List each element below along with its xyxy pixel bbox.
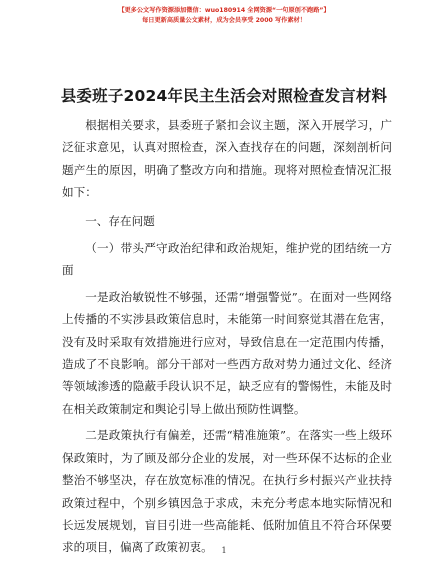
promo-banner [0, 6, 448, 26]
promo-line-2: 每日更新高质量公文素材，成为会员享受 2000 写作素材！ [142, 17, 306, 24]
document-body [62, 114, 392, 559]
subsection-heading: （一）带头严守政治纪律和政治规矩，维护党的团结统一方面 [62, 241, 392, 278]
promo-line-1: 【更多公文写作资源添加微信：wuo180914 全网资源“一句原创不跑路”】 [118, 7, 330, 14]
document-title: 县委班子2024年民主生活会对照检查发言材料 [60, 87, 388, 105]
body-paragraph-2: 二是政策执行有偏差，还需“精准施策”。在落实一些上级环保政策时，为了顾及部分企业的发展，对一些环保不达标的企业整治不够坚决，存在放宽标准的情况。在执行乡村振兴产业扶持政策过程中，个别乡镇因急于求成，未充分考虑本地实际情况和长远发展规划，盲目引进一些高能耗、低附加值且不符合环保要求的项目，偏离了政策初衷。 [62, 428, 392, 555]
intro-paragraph: 根据相关要求，县委班子紧扣会议主题，深入开展学习，广泛征求意见，认真对照检查，深入查找存在的问题，深刻剖析问题产生的原因，明确了整改方向和措施。现将对照检查情况汇报如下： [62, 118, 392, 200]
page-number: 1 [221, 546, 227, 555]
body-paragraph-1: 一是政治敏锐性不够强，还需“增强警觉”。在面对一些网络上传播的不实涉县政策信息时，未能第一时间察觉其潜在危害，没有及时采取有效措施进行应对，导致信息在一定范围内传播，造成了不良影响。部分干部对一些西方敌对势力通过文化、经济等领域渗透的隐蔽手段认识不足，缺乏应有的警惕性，未能及时在相关政策制定和舆论引导上做出预防性调整。 [62, 289, 392, 416]
section-heading: 一、存在问题 [85, 213, 155, 228]
